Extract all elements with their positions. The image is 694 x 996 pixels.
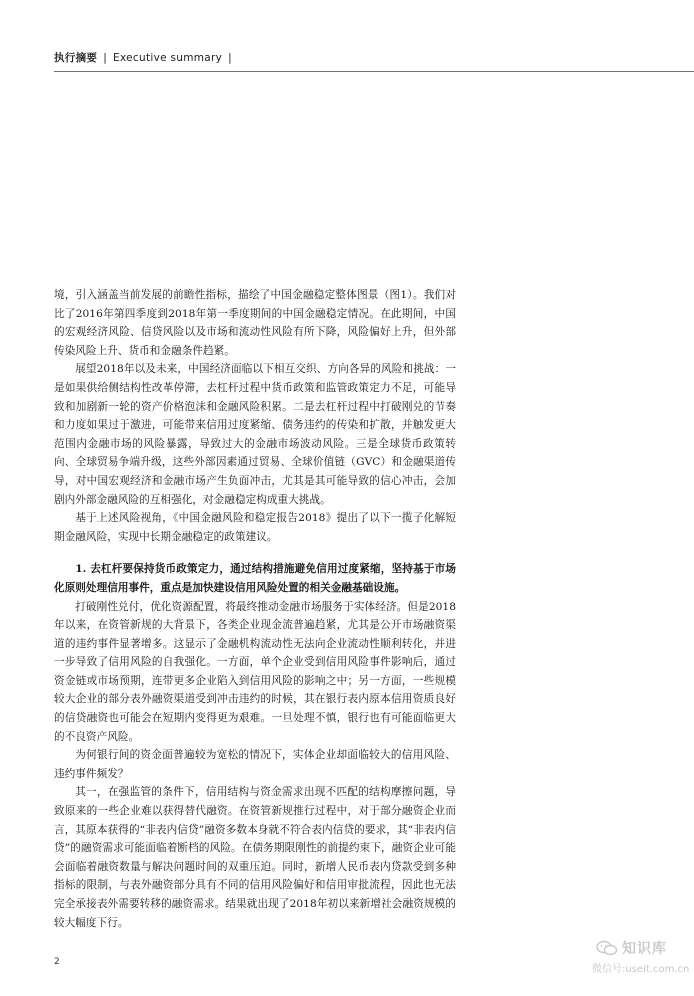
paragraph-context: 境，引入涵盖当前发展的前瞻性指标，描绘了中国金融稳定整体图景（图1）。我们对比了2016年第四季度到2018年第一季度期间的中国金融稳定情况。在此期间，中国的宏观经济风险、信贷风险以及市场和流动性风险有所下降，风险偏好上升，但外部传染风险上升、货币和金融条件趋紧。 — [54, 289, 456, 357]
header-separator: | — [103, 52, 108, 64]
body-text — [54, 286, 456, 932]
watermark-site: 微信号:useit.com.cn — [592, 964, 690, 975]
header-trailing-bar: | — [228, 52, 232, 64]
paragraph-recommendations-intro: 基于上述风险视角，《中国金融风险和稳定报告2018》提出了以下一揽子化解短期金融风险，实现中长期金融稳定的政策建议。 — [54, 512, 456, 543]
watermark-brand: 知识库 — [622, 941, 667, 957]
header-title-en: Executive summary — [113, 52, 223, 64]
header-rule — [54, 71, 694, 72]
header-title-cn: 执行摘要 — [54, 52, 98, 64]
wechat-icon — [596, 940, 618, 956]
section1-paragraph: 其一，在强监管的条件下，信用结构与资金需求出现不匹配的结构摩擦问题，导致原来的一些企业难以获得替代融资。在资管新规推行过程中，对于部分融资企业而言，其原本获得的“非表内信贷”融资多数本身就不符合表内信贷的要求，其“非表内信贷”的融资需求可能面临着断档的风险。在债务期限刚性的前提约束下，融资企业可能会面临着融资数量与解决问题时间的双重压迫。同时，新增人民币表内贷款受到多种指标的限制，与表外融资部分具有不同的信用风险偏好和信用审批流程，因此也无法完全承接表外需要转移的融资需求。结果就出现了2018年初以来新增社会融资规模的较大幅度下行。 — [54, 786, 456, 929]
running-header — [54, 50, 238, 65]
section-heading-1: 1. 去杠杆要保持货币政策定力，通过结构措施避免信用过度紧缩，坚持基于市场化原则处理信用事件，重点是加快建设信用风险处置的相关金融基础设施。 — [54, 563, 456, 594]
paragraph-outlook: 展望2018年以及未来，中国经济面临以下相互交织、方向各异的风险和挑战：一是如果供给侧结构性改革停滞，去杠杆过程中货币政策和监管政策定力不足，可能导致和加剧新一轮的资产价格泡沫和金融风险积累。二是去杠杆过程中打破刚兑的节奏和力度如果过于激进，可能带来信用过度紧缩、债务违约的传染和扩散，并触发更大范围内金融市场的风险暴露，导致过大的金融市场波动风险。三是全球货币政策转向、全球贸易争端升级，这些外部因素通过贸易、全球价值链（GVC）和金融渠道传导，对中国宏观经济和金融市场产生负面冲击，尤其是其可能导致的信心冲击，会加剧内外部金融风险的互相强化，对金融稳定构成重大挑战。 — [54, 363, 456, 506]
section1-paragraph: 打破刚性兑付，优化资源配置，将最终推动金融市场服务于实体经济。但是2018年以来，在资管新规的大背景下，各类企业现金流普遍趋紧，尤其是公开市场融资渠道的违约事件显著增多。这显示了金融机构流动性无法向企业流动性顺利转化，并进一步导致了信用风险的自我强化。一方面，单个企业受到信用风险事件影响后，通过资金链或市场预期，连带更多企业陷入到信用风险的影响之中；另一方面，一些规模较大企业的部分表外融资渠道受到冲击违约的时候，其在银行表内原本信用资质良好的信贷融资也可能会在短期内变得更为艰难。一旦处理不慎，银行也有可能面临更大的不良资产风险。 — [54, 600, 456, 743]
section1-paragraph: 为何银行间的资金面普遍较为宽松的情况下，实体企业却面临较大的信用风险、违约事件频发？ — [54, 749, 456, 780]
watermark — [592, 938, 692, 978]
page-number: 2 — [54, 957, 60, 967]
